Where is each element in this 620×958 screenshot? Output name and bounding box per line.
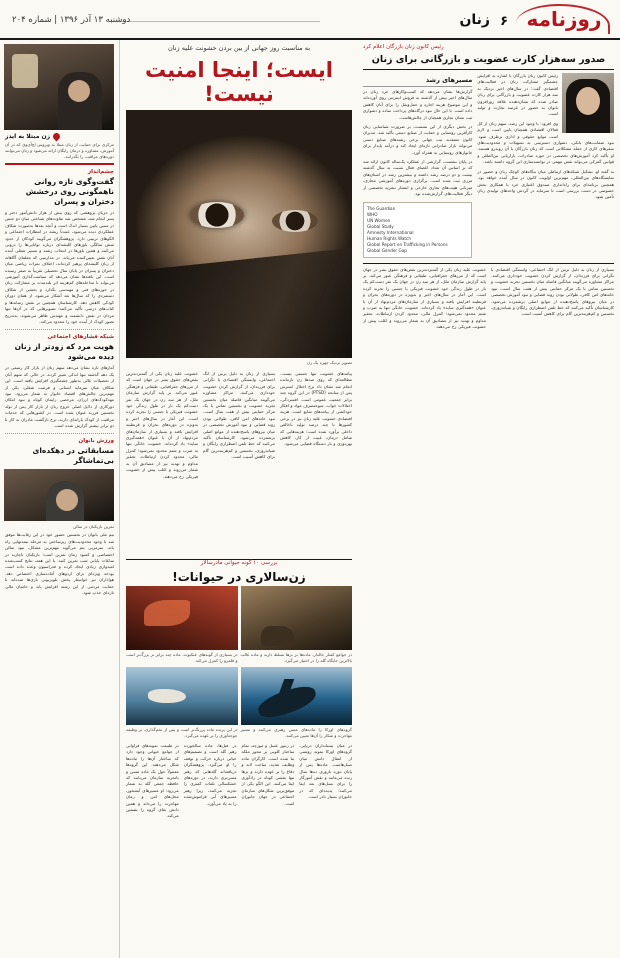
hero-headline: ایست؛ اینجا امنیت نیست! — [145, 58, 333, 106]
ref-5: Human Rights Watch — [367, 235, 412, 241]
photo-portrait-businesswoman — [562, 73, 614, 133]
headline-1: گفت‌وگوی تازه روانی ناهمگونی روی درخشش دختران و پسران — [25, 177, 114, 206]
ref-3: Global Study — [367, 223, 394, 229]
hero-kicker: به مناسبت روز جهانی از بین بردن خشونت علیه زنان — [167, 44, 310, 52]
article-body-2: آمارهای تازه نشان می‌دهد سهم زنان از بازار کار رسمی در یک دهه گذشته تنها اندکی تغییر کرده، در حالی که سهم آنان از تحصیلات عالی به‌طور چشمگیری افزایش یافته است. این شکاف میان سرمایه انسانی و فرصت شغلی، یکی از مهم‌ترین چالش‌های اقتصاد خانوار به شمار می‌رود. نبود مهدکودک‌های ارزان، مرخصی زایمان کوتاه و نبود امکان دورکاری از دلایل اصلی خروج زنان از بازار کار پس از تولد نخستین فرزند عنوان شده است. در کشورهایی که خدمات مراقبت از کودک یارانه‌ای دارند، نرخ بازگشت مادران به کار تا دو برابر بیشتر گزارش شده است. — [5, 365, 114, 428]
divider-dotted-1 — [5, 329, 114, 330]
lead-paragraph: رئیس کانون زنان بازرگان با اشاره به افزایش چشمگیر مشارکت زنان در فعالیت‌های اقتصادی گفت: در سال‌های اخیر نزدیک به سه هزار کارت عضویت و بازرگانی برای زنان صادر شده که نشان‌دهنده علاقه روزافزون بانوان به حضور در عرصه تجارت و تولید است. — [477, 73, 558, 117]
lamp-shape — [12, 54, 38, 88]
hero-body-col-2: بسیاری از زنان به دلیل ترس از انگ اجتماعی، وابستگی اقتصادی یا نگرانی برای فرزندان، از گزارش کردن خشونت خودداری می‌کنند. مراکز مشاوره می‌گویند میانگین فاصله میان نخستین تجربه خشونت و نخستین تماس با یک مرکز حمایتی بیش از هفت سال است. نبود خانه‌های امن کافی، طولانی بودن روند قضایی و نبود آموزش تخصصی در میان نیروهای پاسخ‌دهنده از موانع اصلی برشمرده می‌شود. کارشناسان تأکید می‌کنند که خط تلفن اضطراری رایگان و شبانه‌روزی، نخستین و کم‌هزینه‌ترین گام برای کاهش آسیب است. — [203, 371, 275, 460]
photo-caption-spider: در بسیاری از گونه‌های عنکبوت، ماده چند برابر نر بزرگ‌تر است و قلمرو را کنترل می‌کند. — [126, 652, 238, 663]
kicker-3: ورزش بانوان — [78, 438, 114, 445]
sidebar-body-2: در بخش دیگری از این نشست، بر ضرورت شناسایی زنان کارآفرین روستایی و حمایت از صنایع دستی تأکید شد. مدیران کانون معتقدند ثبت جهانی برخی رشته‌های صنایع دستی می‌تواند بازار صادراتی تازه‌ای ایجاد کند و درآمد پایدار برای خانوارهای روستایی به همراه آورد. — [363, 124, 473, 155]
hero-body-col-3: پیامدهای خشونت تنها جسمی نیست. مطالعه‌ای که روی صدها زن بازمانده انجام شد نشان داد نرخ اختلال استرس پس از سانحه (PTSD) در این گروه چند برابر جمعیت عمومی است. افسردگی، اختلالات خواب، سوءمصرف مواد و افکار خودکشی از پیامدهای شایع است. هزینه اقتصادی خشونت علیه زنان نیز در برخی کشورها تا چند درصد تولید ناخالص داخلی برآورد شده است؛ هزینه‌هایی که شامل درمان، غیبت از کار، کاهش بهره‌وری و بار دستگاه قضایی می‌شود. — [280, 371, 352, 447]
ref-0: The Guardian — [367, 205, 396, 211]
animals-body-columns — [126, 743, 352, 820]
photo-caption: مرکزی برای حمایت از زنان مبتلا به ویروس اچ‌آی‌وی که در آن آموزش، مشاوره و درمان رایگان ارائه می‌شود و زنان می‌توانند دوره‌های مراقبت را بگذرانند. — [5, 142, 114, 159]
ref-7: Global Gender Gap — [367, 247, 407, 253]
location-pin-icon — [52, 132, 62, 142]
animals-photo-grid — [126, 586, 352, 664]
headline-2: هویت مرد که زودتر از زنان دیده می‌شود — [14, 342, 114, 362]
divider-lead — [363, 69, 614, 70]
article-body-3: تیم ملی بانوان در نخستین حضور خود در این رقابت‌ها موفق شد با وجود محدودیت‌های زیرساختی به مرحله نیمه‌نهایی راه یابد. سرمربی تیم می‌گوید مهم‌ترین مشکل، نبود سالن اختصاصی و کمبود زمان تمرین است؛ بازیکنان ناچارند در ساعات پایانی شب تمرین کنند. با این همه، نتایج کسب‌شده امیدواری زیادی ایجاد کرده و فدراسیون وعده داده است بودجه ویژه‌ای برای اردوهای آماده‌سازی اختصاص دهد. هواداران نیز خواستار پخش تلویزیونی بازی‌ها شده‌اند تا حمایت مردمی از این رشته افزایش یابد و حامیان مالی تازه‌ای جذب شود. — [5, 532, 114, 596]
animals-headline: زن‌سالاری در حیوانات! — [172, 570, 306, 584]
animals-kicker: بررسی ۱۰ گونه حیوانی مادرسالار — [200, 560, 278, 566]
photo-caption-orca: گروه‌های اورکا را ماده‌های مسن رهبری می‌کنند و مسیر مهاجرت و شکار را آن‌ها تعیین می‌کنند. — [240, 727, 352, 738]
ref-1: WHO — [367, 211, 378, 217]
right-bottom-col-2: بسیاری از زنان به دلیل ترس از انگ اجتماعی، وابستگی اقتصادی یا نگرانی برای فرزندان، از گزارش کردن خشونت خودداری می‌کنند. مراکز مشاوره می‌گویند میانگین فاصله میان نخستین تجربه خشونت و نخستین تماس با یک مرکز حمایتی بیش از هفت سال است. نبود خانه‌های امن کافی، طولانی بودن روند قضایی و نبود آموزش تخصصی در میان نیروهای پاسخ‌دهنده از موانع اصلی برشمرده می‌شود. کارشناسان تأکید می‌کنند که خط تلفن اضطراری رایگان و شبانه‌روزی، نخستین و کم‌هزینه‌ترین گام برای کاهش آسیب است. — [490, 266, 614, 317]
ref-6: Global Report on Trafficking in Persons — [367, 241, 448, 247]
sidebar-body-3: در پایان نشست، گزارشی از عملکرد یک‌ساله کانون ارائه شد که بر اساس آن تعداد اعضای فعال نسبت به سال گذشته بیست و دو درصد رشد داشته و بیشترین رشد در استان‌های مرزی ثبت شده است. برگزاری دوره‌های آموزشی مجازی، میزبانی هیئت‌های تجاری خارجی و انتشار نشریه تخصصی از دیگر فعالیت‌های گزارش‌شده بود. — [363, 159, 473, 197]
ref-4: Amnesty International — [367, 229, 414, 235]
eye-right — [272, 210, 318, 232]
paper-logo — [516, 4, 612, 34]
photo-spider — [126, 586, 238, 650]
face-oval — [576, 87, 600, 115]
photo-caption-sports: تمرین بازیکنان در سالن — [73, 524, 114, 530]
eye-left — [190, 202, 244, 228]
photo-orca — [241, 667, 353, 725]
animals-body-col-2: در فیل‌ها، ماده سالخورده رهبر گله است و تصمیم‌های حیاتی درباره حرکت و توقف را او می‌گیرد. پژوهشگران دریافته‌اند گله‌هایی که رهبر مسن‌تری دارند، در دوره‌های خشکسالی تلفات کمتری را تجربه می‌کنند، زیرا رهبر مسیرهای آبی فراموش‌شده را به یاد می‌آورد. — [183, 743, 237, 806]
paper-name: روزنامه — [526, 7, 602, 31]
animals-photo-grid-2 — [126, 667, 352, 739]
photo-aids-clinic — [4, 44, 114, 130]
divider-sidebar — [363, 86, 472, 87]
photo-sports — [4, 469, 114, 521]
person-silhouette — [58, 72, 102, 130]
photo-hyena — [241, 586, 353, 650]
page-number: ۶ — [500, 14, 508, 29]
animals-body-col-3: در زنبور عسل و مورچه، تمام ساختار کلونی بر محور ملکه بنا شده است. کارگران ماده وظایف تغذیه، ساخت لانه و دفاع را بر عهده دارند و نرها تنها نقشی کوتاه در زادآوری ایفا می‌کنند. این الگو یکی از موفق‌ترین شکل‌های سازمان اجتماعی در جهان جانوران است. — [241, 743, 295, 806]
lead-kicker: رئیس کانون زنان بازرگان اعلام کرد — [363, 44, 444, 50]
issue-date: دوشنبه ۱۳ آذر ۱۳۹۶ | شماره ۲۰۴ — [12, 15, 131, 25]
headline-3: مسابقاتی در دهکده‌ای بی‌تماشاگر — [32, 446, 114, 466]
hero-body-columns — [126, 371, 352, 480]
photo-pin-label: زن مبتلا به ایدز — [5, 133, 51, 140]
ref-2: UN Women — [367, 217, 391, 223]
lead-body-2: به گفته او، تشکیل شبکه‌های ارتباطی میان بنگاه‌های کوچک زنان و حضور در نمایشگاه‌های بین‌المللی، مهم‌ترین اولویت کانون در سال آینده خواهد بود. همچنین برنامه‌ای برای راه‌اندازی صندوق اعتباری خرد با همکاری بخش خصوصی در دست بررسی است تا سرمایه در گردش واحدهای تولیدی زنان تأمین شود. — [477, 168, 614, 200]
sidebar-title: مسیرهای رشد — [425, 76, 473, 84]
lead-body-1: وی افزود: با وجود این رشد، سهم زنان از کل فعالان اقتصادی همچنان پایین است و لازم است موانع حقوقی و اداری برطرف شود. نبود ضمانت‌های بانکی، دشواری دسترسی به تسهیلات و محدودیت‌های سفرهای کاری از جمله مشکلاتی است که زنان بازرگان با آن روبه‌رو هستند. او تأکید کرد آموزش‌های تخصصی در حوزه صادرات، بازاریابی بین‌المللی و قوانین گمرکی می‌تواند نقش مهمی در توانمندسازی این گروه داشته باشد. — [477, 120, 614, 165]
masthead-divider — [120, 21, 320, 22]
animals-body-col-4: در میان پستانداران دریایی، گروه‌های اورکا نمونه روشنی از انتقال دانش میان نسل‌هاست. ماده‌ها پس از پایان دوره باروری ده‌ها سال زنده می‌مانند و نقش آموزگار را برای نسل‌های بعد ایفا می‌کنند؛ پدیده‌ای که در جانوران بسیار نادر است. — [299, 743, 352, 800]
animals-body-col-1: در طبیعت نمونه‌های فراوانی از جوامع حیوانی وجود دارد که ساختار آن‌ها را ماده‌ها شکل می‌دهند. این گروه‌ها معمولاً حول یک ماده مسن و باتجربه سازمان می‌یابند که حافظه جمعی گله به شمار می‌رود؛ او مسیرهای آبشخور، محل‌های امن و زمان مهاجرت را می‌داند و همین دانش بقای گروه را تضمین می‌کند. — [126, 743, 179, 819]
sidebar-body-1: گزارش‌ها نشان می‌دهد که کسب‌وکارهای خرد زنان در سال‌های اخیر بیش از گذشته به فروش اینترنتی روی آورده‌اند و این موضوع هزینه اجاره و حمل‌ونقل را برای آنان کاهش داده است. با این حال نبود درگاه‌های پرداخت ساده و دشواری ثبت نشان تجاری همچنان از چالش‌هاست. — [363, 89, 473, 120]
english-refs-box — [363, 202, 472, 258]
photo-caption-phalarope: در این پرنده ماده پررنگ‌تر است و پس از تخم‌گذاری، نر وظیفه جوجه‌آوری را بر عهده می‌گیرد. — [126, 727, 238, 738]
kicker-1: چشم‌انداز — [87, 169, 114, 175]
animals-feature — [121, 556, 357, 958]
left-sidebar-column — [0, 40, 120, 958]
divider-right-bottom — [363, 263, 614, 264]
lead-headline: صدور سه‌هزار کارت عضویت و بازرگانی برای زنان — [371, 54, 606, 65]
hero-body-col-1: خشونت علیه زنان یکی از گسترده‌ترین نقض‌های حقوق بشر در جهان است که از مرزهای جغرافیایی، طبقاتی و فرهنگی عبور می‌کند. بر پایه گزارش سازمان ملل، از هر سه زن در جهان یک نفر دست‌کم یک بار در طول زندگی خود خشونت فیزیکی یا جنسی را تجربه کرده است. این آمار در سال‌های اخیر و به‌ویژه در دوره‌های بحران و قرنطینه افزایش یافته و بسیاری از سازمان‌های مردم‌نهاد از آن با عنوان «همه‌گیری سایه» یاد کرده‌اند. خشونت خانگی تنها به ضرب و شتم محدود نمی‌شود؛ کنترل مالی، محدود کردن ارتباطات، تحقیر مداوم و تهدید نیز از مصادیق آن به شمار می‌روند و اغلب پیش از خشونت فیزیکی رخ می‌دهند. — [126, 371, 198, 479]
hero-photo — [126, 110, 352, 358]
masthead — [0, 0, 620, 40]
divider-dotted-2 — [5, 433, 114, 434]
right-bottom-col-1: خشونت علیه زنان یکی از گسترده‌ترین نقض‌های حقوق بشر در جهان است که از مرزهای جغرافیایی، طبقاتی و فرهنگی عبور می‌کند. بر پایه گزارش سازمان ملل، از هر سه زن در جهان یک نفر دست‌کم یک بار در طول زندگی خود خشونت فیزیکی یا جنسی را تجربه کرده است. این آمار در سال‌های اخیر و به‌ویژه در دوره‌های بحران و قرنطینه افزایش یافته و بسیاری از سازمان‌های مردم‌نهاد از آن با عنوان «همه‌گیری سایه» یاد کرده‌اند. خشونت خانگی تنها به ضرب و شتم محدود نمی‌شود؛ کنترل مالی، محدود کردن ارتباطات، تحقیر مداوم و تهدید نیز از مصادیق آن به شمار می‌روند و اغلب پیش از خشونت فیزیکی رخ می‌دهند. — [363, 266, 486, 330]
kicker-2: شبکه فشارهای اجتماعی — [47, 334, 114, 341]
divider-red — [5, 163, 114, 165]
article-body-1: در جریان پژوهشی که روی بیش از هزار دانش‌آموز دختر و پسر انجام شد، مشخص شد تفاوت‌های شناختی میان دو جنس در سنین پایین بسیار اندک است و آنچه بعدها به‌صورت شکاف عملکردی دیده می‌شود، عمدتاً ریشه در انتظارات اجتماعی و الگوهای تربیتی دارد. پژوهشگران می‌گویند کودکان از حدود شش سالگی باورهای کلیشه‌ای درباره توانایی‌ها را درونی می‌کنند و همین باورها در انتخاب رشته و مسیر شغلی آینده آنان نقش تعیین‌کننده می‌یابد. در مدارسی که معلمان آگاهانه از زبان کلیشه‌ای پرهیز کرده‌اند، اختلاف نمرات ریاضی میان دختران و پسران در پایان سال تحصیلی تقریباً به صفر رسیده است. این یافته‌ها نشان می‌دهد که سیاست‌گذاری آموزشی می‌تواند با مداخله‌های کم‌هزینه اثر بلندمدت بر مشارکت زنان در حوزه‌های فنی و مهندسی بگذارد و بخشی از شکاف دستمزدی را که سال‌ها بعد آشکار می‌شود، از همان دوران کودکی کاهش دهد. کارشناسان همچنین بر نقش رسانه‌ها و کتاب‌های درسی تأکید می‌کنند؛ تصویرهایی که در آن‌ها تنها مردان در نقش دانشمند و مهندس ظاهر می‌شوند، به‌تدریج تصور کودک از آینده خود را محدود می‌کند. — [5, 210, 114, 324]
right-column — [357, 40, 620, 958]
hero-photo-caption: تصویر نزدیک چهره یک زن — [306, 360, 352, 365]
photo-caption-hyena: در جوامع کفتار خالدار، ماده‌ها بر نرها تسلط دارند و ماده غالب بالاترین جایگاه گله را در اختیار می‌گیرد. — [240, 652, 352, 663]
section-title: زنان — [459, 12, 490, 28]
photo-phalarope — [126, 667, 238, 725]
athlete-silhouette — [46, 481, 84, 521]
